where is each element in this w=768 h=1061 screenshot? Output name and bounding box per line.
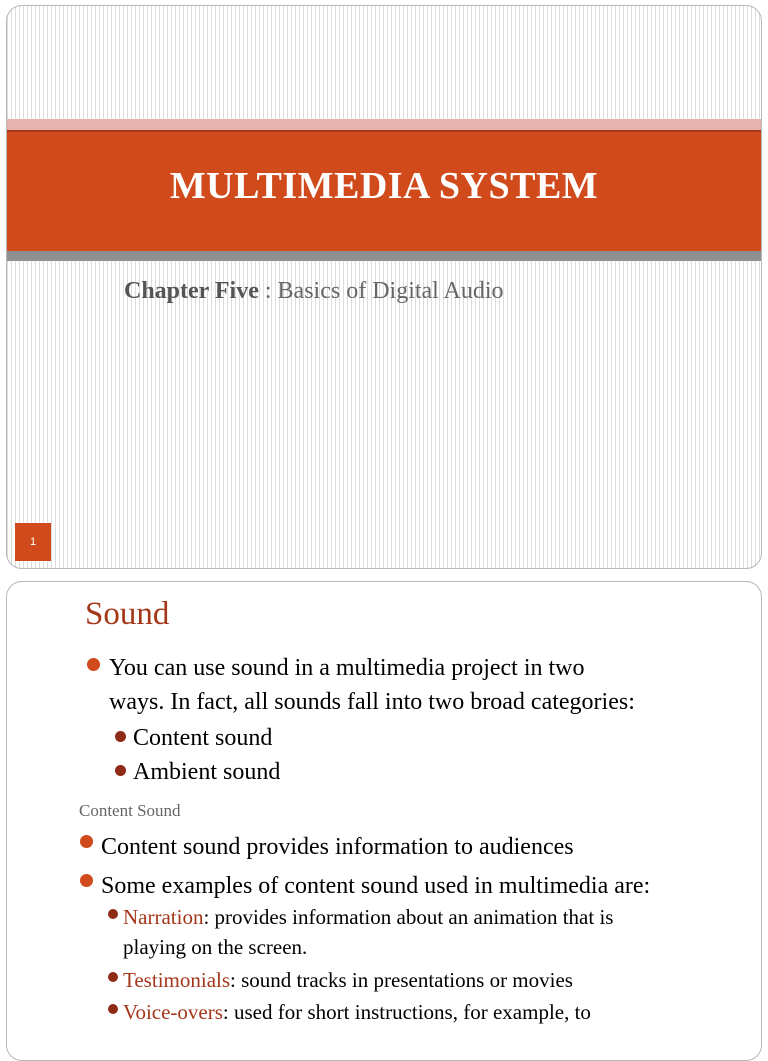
- content-point-1: Content sound provides information to audiences: [101, 834, 574, 860]
- example-text: : provides information about an animation that is: [203, 905, 614, 929]
- category-item: Content sound: [133, 725, 273, 751]
- content-point-2: Some examples of content sound used in multimedia are:: [101, 873, 651, 899]
- title-band-top-stripe: [7, 119, 761, 130]
- title-band-bottom-stripe: [7, 251, 761, 261]
- sub-bullet-dot-icon: [108, 972, 118, 982]
- example-testimonials: [123, 965, 573, 996]
- slide-title: MULTIMEDIA SYSTEM: [169, 165, 599, 207]
- sub-bullet-dot-icon: [115, 731, 126, 742]
- title-slide: [6, 5, 762, 569]
- sub-bullet-dot-icon: [108, 1004, 118, 1014]
- intro-line-1: You can use sound in a multimedia project in two: [109, 655, 585, 681]
- subtitle-chapter: Chapter Five: [124, 278, 259, 304]
- sub-bullet-dot-icon: [115, 765, 126, 776]
- slide-subtitle: [124, 278, 504, 305]
- sound-slide: [6, 581, 762, 1061]
- bullet-dot-icon: [80, 835, 93, 848]
- example-voice-overs: [123, 997, 591, 1028]
- slide-title-sound: Sound: [85, 596, 170, 632]
- subtitle-topic: : Basics of Digital Audio: [258, 278, 504, 304]
- example-narration-cont: playing on the screen.: [123, 935, 308, 959]
- example-text: : used for short instructions, for example, to: [222, 1000, 591, 1024]
- example-narration: [123, 902, 613, 933]
- section-label: Content Sound: [79, 801, 181, 820]
- example-term: Testimonials: [123, 968, 231, 992]
- sub-bullet-dot-icon: [108, 909, 118, 919]
- page-number-badge: 1: [15, 523, 51, 561]
- example-term: Voice-overs: [123, 1000, 223, 1024]
- bullet-dot-icon: [87, 658, 100, 671]
- bullet-dot-icon: [80, 874, 93, 887]
- category-item: Ambient sound: [133, 759, 281, 785]
- example-term: Narration: [123, 905, 204, 929]
- intro-line-2: ways. In fact, all sounds fall into two broad categories:: [109, 689, 635, 715]
- example-text: : sound tracks in presentations or movies: [230, 968, 573, 992]
